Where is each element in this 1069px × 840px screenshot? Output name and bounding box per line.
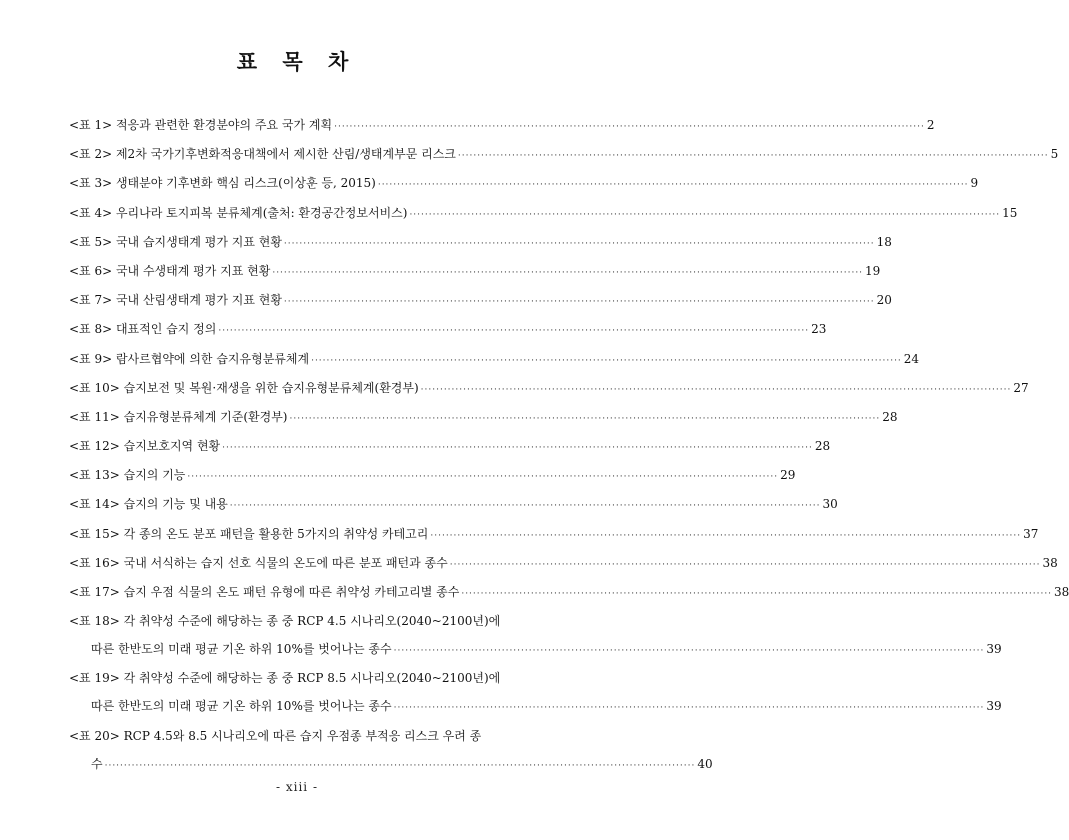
toc-page-number: 38: [1042, 555, 1058, 570]
toc-entry-text: <표 2> 제2차 국가기후변화적응대책에서 제시한 산림/생태계부문 리스크: [69, 147, 456, 162]
dot-leader: ·························································································································································: [283, 297, 875, 308]
toc-entry-text: <표 5> 국내 습지생태계 평가 지표 현황: [69, 234, 282, 249]
dot-leader: ·························································································································································: [334, 122, 925, 132]
dot-leader: ·························································································································································: [449, 559, 1041, 570]
toc-entry[interactable]: [69, 174, 979, 192]
toc-entry-text: <표 4> 우리나라 토지피복 분류체계(출처: 환경공간정보서비스): [69, 205, 408, 220]
toc-entry-text: <표 11> 습지유형분류체계 기준(환경부): [69, 409, 288, 424]
toc-entry-text-continued: 수: [91, 756, 103, 771]
toc-page-number: 19: [865, 263, 881, 278]
page-number-footer: - xiii -: [275, 780, 319, 794]
toc-page-number: 9: [970, 176, 979, 191]
toc-entry-text: <표 8> 대표적인 습지 정의: [69, 322, 217, 337]
toc-entry-text-continued: 따른 한반도의 미래 평균 기온 하위 10%를 벗어나는 종수: [91, 699, 392, 714]
toc-entry[interactable]: [69, 320, 827, 338]
toc-entry-text: <표 12> 습지보호지역 현황: [69, 439, 221, 454]
toc-page-number: 30: [822, 497, 838, 512]
page-title: 표 목 차: [236, 49, 358, 74]
toc-entry-text: <표 6> 국내 수생태계 평가 지표 현황: [69, 263, 271, 278]
toc-page-number: 40: [697, 756, 713, 771]
dot-leader: ·························································································································································: [393, 646, 985, 657]
toc-entry[interactable]: [69, 669, 1002, 715]
toc-entry[interactable]: [69, 262, 881, 280]
toc-entry-text: <표 20> RCP 4.5와 8.5 시나리오에 따른 습지 우점종 부적응 리스크 우려 종: [69, 728, 482, 743]
toc-entry[interactable]: [69, 466, 796, 484]
table-of-contents: [69, 116, 1069, 784]
toc-entry[interactable]: [69, 116, 935, 134]
toc-entry[interactable]: [69, 350, 920, 368]
toc-entry[interactable]: [69, 233, 892, 251]
toc-page-number: 18: [876, 234, 892, 249]
toc-entry[interactable]: [69, 291, 892, 309]
toc-entry[interactable]: [69, 408, 898, 426]
toc-page-number: 39: [986, 642, 1002, 657]
toc-entry-text: <표 19> 각 취약성 수준에 해당하는 종 중 RCP 8.5 시나리오(2040~2100년)에: [69, 671, 501, 686]
toc-page-number: 28: [882, 409, 898, 424]
toc-entry-text: <표 17> 습지 우점 식물의 온도 패턴 유형에 따른 취약성 카테고리별 종수: [69, 585, 460, 599]
dot-leader: ·························································································································································: [430, 530, 1022, 541]
toc-entry-text: <표 15> 각 종의 온도 분포 패턴을 활용한 5가지의 취약성 카테고리: [69, 526, 429, 541]
toc-page-number: 2: [926, 118, 935, 132]
toc-entry[interactable]: [69, 204, 1018, 222]
toc-entry[interactable]: [69, 554, 1058, 572]
toc-entry[interactable]: [69, 612, 1002, 658]
dot-leader: ·························································································································································: [461, 589, 1053, 599]
dot-leader: ·························································································································································: [289, 413, 881, 424]
dot-leader: ·························································································································································: [377, 180, 969, 191]
dot-leader: ·························································································································································: [187, 472, 779, 483]
toc-entry-text: <표 7> 국내 산림생태계 평가 지표 현황: [69, 293, 282, 308]
toc-page-number: 29: [780, 468, 796, 483]
dot-leader: ·························································································································································: [420, 384, 1012, 395]
toc-entry-text: <표 3> 생태분야 기후변화 핵심 리스크(이상훈 등, 2015): [69, 176, 376, 191]
toc-page-number: 15: [1002, 205, 1018, 220]
toc-page-number: 28: [814, 439, 831, 454]
toc-entry[interactable]: [69, 379, 1029, 397]
toc-entry[interactable]: [69, 437, 831, 455]
toc-page-number: 27: [1013, 380, 1029, 395]
dot-leader: ·························································································································································: [222, 443, 813, 454]
toc-entry-text: <표 18> 각 취약성 수준에 해당하는 종 중 RCP 4.5 시나리오(2040~2100년)에: [69, 614, 501, 629]
dot-leader: ·························································································································································: [393, 703, 985, 714]
dot-leader: ·························································································································································: [409, 209, 1001, 220]
dot-leader: ·························································································································································: [283, 238, 875, 249]
toc-entry-text: <표 9> 람사르협약에 의한 습지유형분류체계: [69, 351, 310, 366]
toc-entry-text: <표 16> 국내 서식하는 습지 선호 식물의 온도에 따른 분포 패턴과 종수: [69, 555, 448, 570]
toc-entry[interactable]: [69, 145, 1059, 163]
toc-entry[interactable]: [69, 525, 1039, 543]
toc-entry[interactable]: [69, 583, 1069, 601]
toc-entry-text: <표 10> 습지보전 및 복원·재생을 위한 습지유형분류체계(환경부): [69, 380, 419, 395]
toc-entry-text: <표 13> 습지의 기능: [69, 468, 186, 483]
dot-leader: ·························································································································································: [218, 326, 810, 337]
toc-entry-text: <표 14> 습지의 기능 및 내용: [69, 497, 228, 512]
dot-leader: ·························································································································································: [104, 760, 696, 771]
toc-page-number: 23: [811, 322, 827, 337]
dot-leader: ·························································································································································: [457, 151, 1049, 162]
dot-leader: ·························································································································································: [229, 501, 821, 512]
toc-entry[interactable]: [69, 727, 713, 773]
toc-page-number: 38: [1054, 585, 1069, 599]
dot-leader: ·························································································································································: [272, 267, 864, 278]
toc-entry-text-continued: 따른 한반도의 미래 평균 기온 하위 10%를 벗어나는 종수: [91, 642, 392, 657]
toc-page-number: 24: [903, 351, 920, 366]
toc-entry-text: <표 1> 적응과 관련한 환경분야의 주요 국가 계획: [69, 118, 333, 132]
toc-page-number: 37: [1023, 526, 1039, 541]
toc-page-number: 5: [1050, 147, 1059, 162]
toc-entry[interactable]: [69, 495, 838, 513]
toc-page-number: 20: [876, 293, 892, 308]
dot-leader: ·························································································································································: [311, 355, 902, 366]
toc-page-number: 39: [986, 699, 1002, 714]
